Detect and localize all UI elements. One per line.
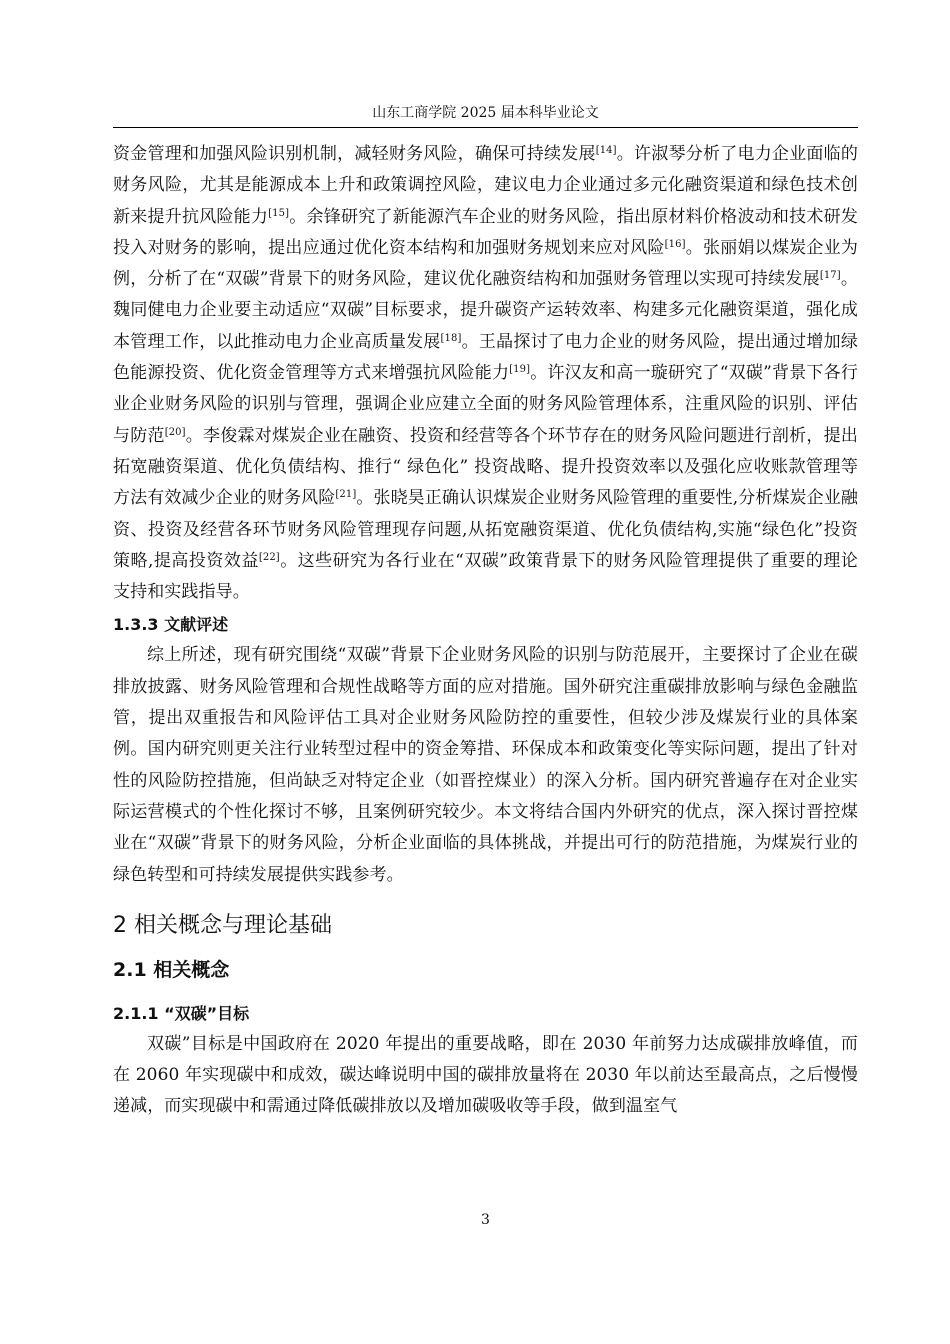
text-run: 。许淑琴分析了电力企业面临的财务风险，尤其是能源成本上升和政策调控风险，建议电力企业通过多元化融资渠道和绿色技术创新来提升抗风险能力 xyxy=(113,144,858,227)
citation-17[interactable]: [17] xyxy=(819,270,841,282)
chapter-2-heading: 2 相关概念与理论基础 xyxy=(113,912,332,938)
heading-2-1-1: 2.1.1 “双碳”目标 xyxy=(113,1003,250,1023)
text-run: 。王晶探讨了电力企业的财务风险，提出通过增加绿色能源投资、优化资金管理等方式来增强抗风险能力 xyxy=(113,331,858,384)
text-run: 。李俊霖对煤炭企业在融资、投资和经营等各个环节存在的财务风险问题进行剖析，提出拓宽融资渠道、优化负债结构、推行“ 绿色化” 投资战略、提升投资效率以及强化应收账款管理等方法有效减少企业的财务风险 xyxy=(113,425,858,509)
page-body xyxy=(113,139,858,1123)
page-number: 3 xyxy=(481,1212,490,1228)
heading-2-1: 2.1 相关概念 xyxy=(113,958,230,981)
header-rule xyxy=(113,127,858,128)
text-run: 。许汉友和高一璇研究了“双碳”背景下各行业企业财务风险的识别与管理，强调企业应建立全面的财务风险管理体系，注重风险的识别、评估与防范 xyxy=(113,363,858,446)
heading-1-3-3: 1.3.3 文献评述 xyxy=(113,615,229,635)
citation-19[interactable]: [19] xyxy=(509,364,531,376)
citation-20[interactable]: [20] xyxy=(164,426,186,438)
paragraph-literature-review xyxy=(113,139,858,608)
running-header: 山东工商学院 2025 届本科毕业论文 xyxy=(372,105,599,121)
text-run: 。余锋研究了新能源汽车企业的财务风险，指出原材料价格波动和技术研发投入对财务的影响，提出应通过优化资本结构和加强财务规划来应对风险 xyxy=(113,206,858,258)
citation-21[interactable]: [21] xyxy=(335,489,357,501)
citation-15[interactable]: [15] xyxy=(268,207,290,219)
text-run: 。这些研究为各行业在“双碳”政策背景下的财务风险管理提供了重要的理论支持和实践指导。 xyxy=(113,550,858,603)
citation-14[interactable]: [14] xyxy=(595,145,617,156)
citation-18[interactable]: [18] xyxy=(440,332,462,344)
citation-22[interactable]: [22] xyxy=(258,551,280,563)
paragraph-review-summary: 综上所述，现有研究围绕“双碳”背景下企业财务风险的识别与防范展开，主要探讨了企业在碳排放披露、财务风险管理和合规性战略等方面的应对措施。国外研究注重碳排放影响与绿色金融监管，提出双重报告和风险评估工具对企业财务风险防控的重要性，但较少涉及煤炭行业的具体案例。国内研究则更关注行业转型过程中的资金筹措、环保成本和政策变化等实际问题，提出了针对性的风险防控措施，但尚缺乏对特定企业（如晋控煤业）的深入分析。国内研究普遍存在对企业实际运营模式的个性化探讨不够，且案例研究较少。本文将结合国内外研究的优点，深入探讨晋控煤业在“双碳”背景下的财务风险，分析企业面临的具体挑战，并提出可行的防范措施，为煤炭行业的绿色转型和可持续发展提供实践参考。 xyxy=(113,645,858,885)
text-run: 。魏同健电力企业要主动适应“双碳”目标要求，提升碳资产运转效率、构建多元化融资渠道，强化成本管理工作，以此推动电力企业高质量发展 xyxy=(113,269,858,352)
text-run: 资金管理和加强风险识别机制，减轻财务风险，确保可持续发展 xyxy=(113,144,596,164)
paragraph-dual-carbon-goal: 双碳”目标是中国政府在 2020 年提出的重要战略，即在 2030 年前努力达成碳排放峰值，而在 2060 年实现碳中和成效，碳达峰说明中国的碳排放量将在 2030 年以前达至最高点，之后慢慢递减，而实现碳中和需通过降低碳排放以及增加碳吸收等手段，做到温室气 xyxy=(113,1033,858,1117)
citation-16[interactable]: [16] xyxy=(664,238,686,250)
text-run: 。张丽娟以煤炭企业为例，分析了在“双碳”背景下的财务风险，建议优化融资结构和加强财务管理以实现可持续发展 xyxy=(113,237,859,290)
text-run: 。张晓昊正确认识煤炭企业财务风险管理的重要性,分析煤炭企业融资、投资及经营各环节财务风险管理现存问题,从拓宽融资渠道、优化负债结构,实施“绿色化”投资策略,提高投资效益 xyxy=(113,488,858,571)
